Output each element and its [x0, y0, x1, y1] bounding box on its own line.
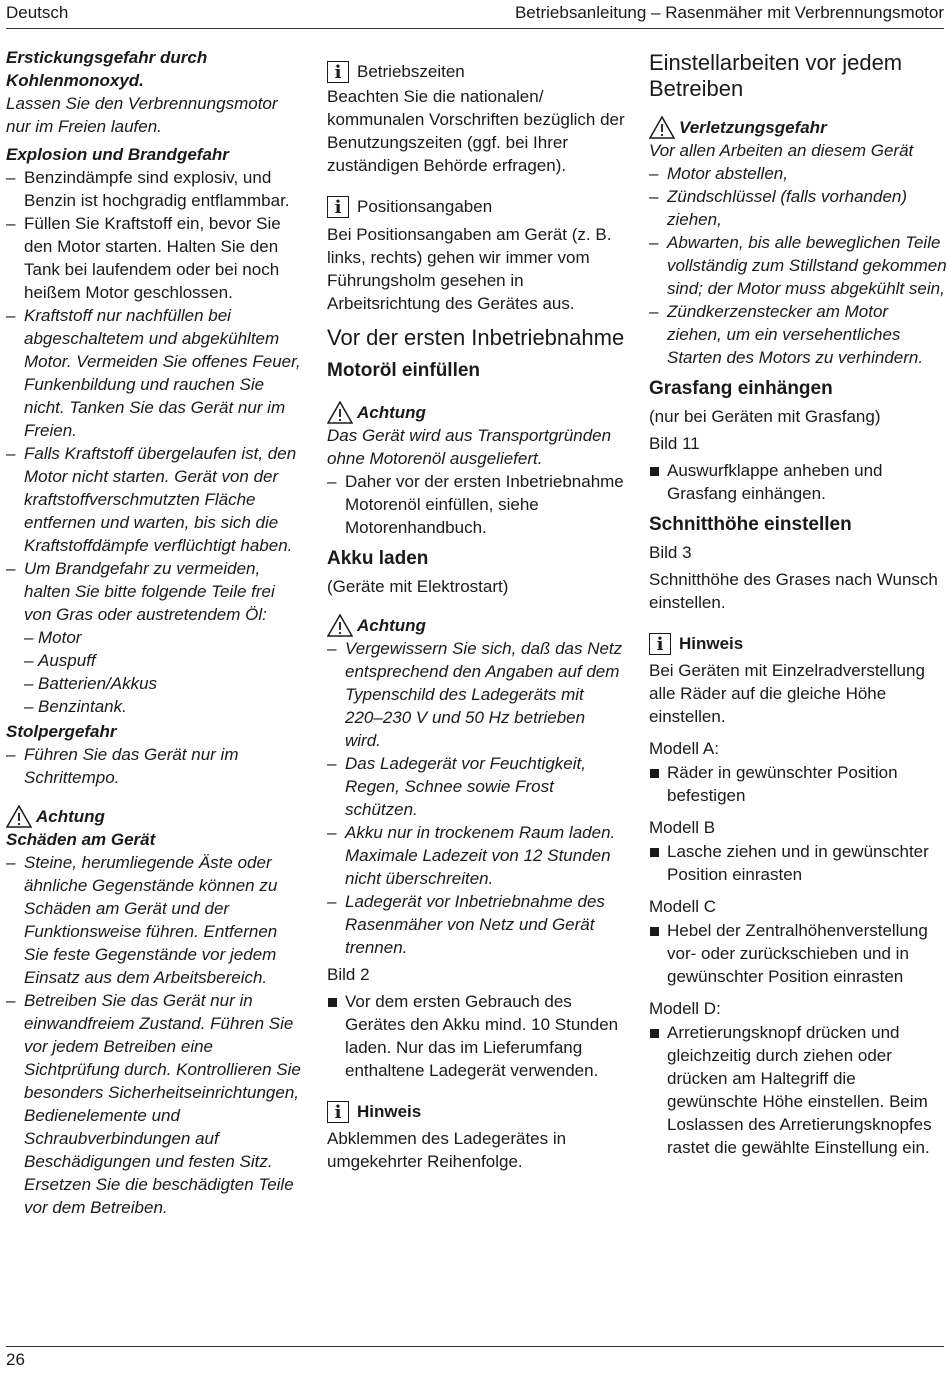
modell-c-label: Modell C	[649, 897, 717, 916]
akku-sub: (Geräte mit Elektrostart)	[327, 577, 509, 596]
vor-heading: Vor der ersten Inbetriebnahme	[327, 325, 625, 350]
modell-d-item: Arretierungsknopf drücken und gleichzeitig durch ziehen oder drücken am Haltegriff die gewünschte Höhe einstellen. Beim Loslassen des Arretierungsknopfes rastet die gewählte Einstellung ein.	[649, 1021, 947, 1159]
achtung2-item: – Ladegerät vor Inbetriebnahme des Rasenmäher von Netz und Gerät trennen.	[327, 890, 625, 959]
grasfang-sub: (nur bei Geräten mit Grasfang)	[649, 407, 881, 426]
achtung1-text: Das Gerät wird aus Transportgründen ohne Motorenöl ausgeliefert.	[327, 426, 612, 468]
verletzung-text: Vor allen Arbeiten an diesem Gerät	[649, 141, 914, 160]
co-warning-text: Lassen Sie den Verbrennungsmotor nur im Freien laufen.	[6, 94, 278, 136]
warning-triangle-icon	[327, 614, 353, 637]
bild3-label: Bild 3	[649, 543, 692, 562]
explosion-item: – Um Brandgefahr zu vermeiden, halten Sie bitte folgende Teile frei von Gras oder austretendem Öl:	[6, 557, 306, 626]
info-icon: i	[327, 1101, 349, 1123]
explosion-item: – Füllen Sie Kraftstoff ein, bevor Sie den Motor starten. Halten Sie den Tank bei laufendem oder bei noch heißem Motor geschlossen.	[6, 212, 306, 304]
betriebszeiten-label: Betriebszeiten	[357, 62, 465, 81]
position-row	[327, 195, 625, 218]
einstell-heading: Einstellarbeiten vor jedem Betreiben	[649, 50, 903, 101]
position-label: Positionsangaben	[357, 197, 493, 216]
modell-c-item: Hebel der Zentralhöhenverstellung vor- oder zurückschieben und in gewünschter Position einrasten	[649, 919, 947, 988]
verletzung-item: – Zündschlüssel (falls vorhanden) ziehen,	[649, 185, 947, 231]
achtung2-item: – Das Ladegerät vor Feuchtigkeit, Regen, Schnee sowie Frost schützen.	[327, 752, 625, 821]
schaeden-item: – Betreiben Sie das Gerät nur in einwandfreiem Zustand. Führen Sie vor jedem Betreiben eine Sichtprüfung durch. Kontrollieren Sie besonders Sicherheitseinrichtungen, Bedienelemente und Schraubverbindungen auf Beschädigungen und festen Sitz. Ersetzen Sie die beschädigten Teile vor dem Betreiben.	[6, 989, 306, 1219]
explosion-subitem: – Motor	[6, 626, 306, 649]
verletzung-item: – Zündkerzenstecker am Motor ziehen, um ein versehentliches Starten des Motors zu verhindern.	[649, 300, 947, 369]
hinweis-label: Hinweis	[357, 1102, 422, 1121]
verletzung-row	[649, 116, 947, 139]
achtung1-row	[327, 401, 625, 424]
achtung2-label: Achtung	[357, 616, 426, 635]
betriebszeiten-text: Beachten Sie die nationalen/ kommunalen Vorschriften bezüglich der Benutzungszeiten (ggf. bei Ihrer zuständigen Behörde erfragen).	[327, 87, 625, 175]
verletzung-item: – Abwarten, bis alle beweglichen Teile vollständig zum Stillstand gekommen sind; der Motor muss abgekühlt sein,	[649, 231, 947, 300]
column-3	[649, 46, 947, 1159]
hinweis3-text: Bei Geräten mit Einzelradverstellung alle Räder auf die gleiche Höhe einstellen.	[649, 661, 925, 726]
achtung2-item: – Vergewissern Sie sich, daß das Netz entsprechend den Angaben auf dem Typenschild des Ladegeräts mit 220–230 V und 50 Hz betrieben wird.	[327, 637, 625, 752]
achtung-label: Achtung	[36, 807, 105, 826]
achtung1-label: Achtung	[357, 403, 426, 422]
verletzung-item: – Motor abstellen,	[649, 162, 947, 185]
explosion-subitem: – Auspuff	[6, 649, 306, 672]
warning-triangle-icon	[649, 116, 675, 139]
explosion-subitem: – Batterien/Akkus	[6, 672, 306, 695]
betriebszeiten-row	[327, 60, 625, 83]
grasfang-heading: Grasfang einhängen	[649, 378, 833, 399]
info-icon: i	[649, 633, 671, 655]
page-header	[6, 0, 944, 29]
header-language: Deutsch	[6, 3, 69, 22]
explosion-subitem: – Benzintank.	[6, 695, 306, 718]
footer-divider	[6, 1346, 944, 1347]
hinweis3-label: Hinweis	[679, 634, 744, 653]
schaeden-item: – Steine, herumliegende Äste oder ähnliche Gegenstände können zu Schäden am Gerät und der Funktionsweise führen. Entfernen Sie feste Gegenstände vor jedem Einsatz aus dem Arbeitsbereich.	[6, 851, 306, 989]
achtung2-row	[327, 614, 625, 637]
position-text: Bei Positionsangaben am Gerät (z. B. links, rechts) gehen wir immer vom Führungsholm gesehen in Arbeitsrichtung des Gerätes aus.	[327, 225, 612, 313]
motoroel-heading: Motoröl einfüllen	[327, 360, 481, 381]
modell-a-item: Räder in gewünschter Position befestigen	[649, 761, 947, 807]
modell-d-label: Modell D:	[649, 999, 721, 1018]
explosion-item: – Falls Kraftstoff übergelaufen ist, den Motor nicht starten. Gerät von der kraftstoffverschmutzten Fläche entfernen und warten, bis sich die Kraftstoffdämpfe verflüchtigt haben.	[6, 442, 306, 557]
stolper-title: Stolpergefahr	[6, 722, 117, 741]
modell-b-label: Modell B	[649, 818, 716, 837]
schaeden-title: Schäden am Gerät	[6, 830, 156, 849]
explosion-title: Explosion und Brandgefahr	[6, 145, 229, 164]
schnitt-text: Schnitthöhe des Grases nach Wunsch einstellen.	[649, 570, 938, 612]
header-title: Betriebsanleitung – Rasenmäher mit Verbrennungsmotor	[514, 3, 944, 22]
warning-triangle-icon	[6, 805, 32, 828]
hinweis-row	[327, 1100, 625, 1123]
bild11-label: Bild 11	[649, 434, 700, 453]
achtung1-item: – Daher vor der ersten Inbetriebnahme Motorenöl einfüllen, siehe Motorenhandbuch.	[327, 470, 625, 539]
stolper-item: – Führen Sie das Gerät nur im Schrittempo.	[6, 743, 306, 789]
page-number: 26	[6, 1350, 25, 1369]
verletzung-label: Verletzungsgefahr	[679, 118, 827, 137]
hinweis-text: Abklemmen des Ladegerätes in umgekehrter Reihenfolge.	[327, 1129, 567, 1171]
grasfang-item: Auswurfklappe anheben und Grasfang einhängen.	[649, 459, 947, 505]
achtung2-item: – Akku nur in trockenem Raum laden. Maximale Ladezeit von 12 Stunden nicht überschreiten.	[327, 821, 625, 890]
hinweis3-row	[649, 632, 947, 655]
akku-heading: Akku laden	[327, 548, 429, 569]
column-1	[6, 46, 306, 1219]
column-2	[327, 46, 625, 1173]
co-warning-title: Erstickungsgefahr durch Kohlenmonoxyd.	[6, 48, 208, 90]
info-icon: i	[327, 61, 349, 83]
modell-a-label: Modell A:	[649, 739, 719, 758]
modell-b-item: Lasche ziehen und in gewünschter Position einrasten	[649, 840, 947, 886]
warning-triangle-icon	[327, 401, 353, 424]
achtung-row	[6, 805, 306, 828]
explosion-item: – Kraftstoff nur nachfüllen bei abgeschaltetem und abgekühltem Motor. Vermeiden Sie offenes Feuer, Funkenbildung und rauchen Sie nicht. Tanken Sie das Gerät nur im Freien.	[6, 304, 306, 442]
bild2-item: Vor dem ersten Gebrauch des Gerätes den Akku mind. 10 Stunden laden. Nur das im Lieferumfang enthaltene Ladegerät verwenden.	[327, 990, 625, 1082]
info-icon: i	[327, 196, 349, 218]
bild2-label: Bild 2	[327, 965, 370, 984]
explosion-item: – Benzindämpfe sind explosiv, und Benzin ist hochgradig entflammbar.	[6, 166, 306, 212]
schnitt-heading: Schnitthöhe einstellen	[649, 514, 852, 535]
